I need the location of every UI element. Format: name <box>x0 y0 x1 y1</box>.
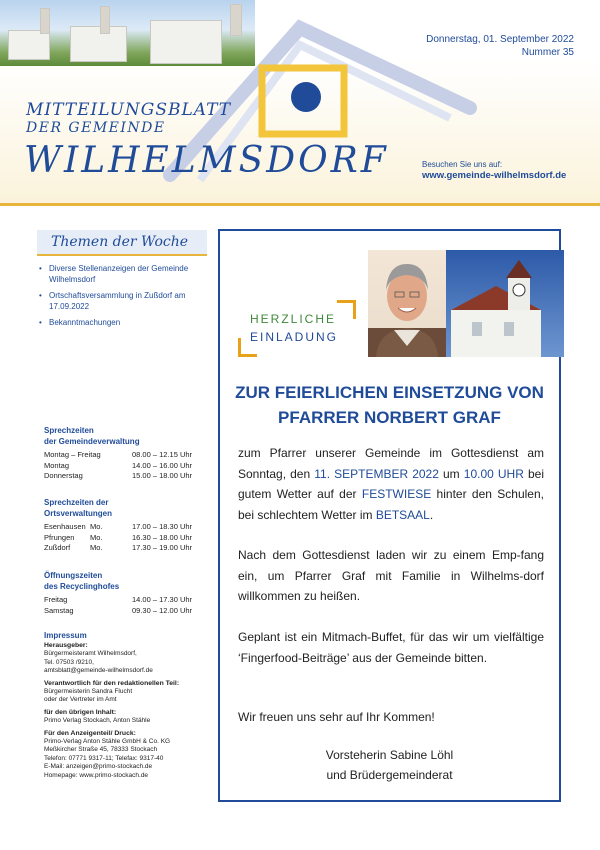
impressum-block: Herausgeber: Bürgermeisteramt Wilhelmsdorf, Tel. 07503 /9210, amtsblatt@gemeinde-wilhelmsdorf.de <box>44 642 153 675</box>
masthead-line1: MITTEILUNGSBLATT <box>26 100 232 120</box>
einladung-line2: EINLADUNG <box>250 330 339 344</box>
visit-label: Besuchen Sie uns auf: <box>422 160 503 169</box>
einladung-badge <box>238 298 358 358</box>
section-heading: Ortsverwaltungen <box>44 509 113 518</box>
article-paragraph-2: Nach dem Gottesdienst laden wir zu einem Emp-fang ein, um Pfarrer Graf mit Familie in Wilhelms-dorf willkommen zu heißen. <box>238 548 544 603</box>
hours-row: Pfrungen Mo. 16.30 – 18.00 Uhr <box>44 532 193 542</box>
issue-number: Nummer 35 <box>521 47 574 58</box>
church-photo <box>446 250 564 357</box>
hours-row: Donnerstag 15.00 – 18.00 Uhr <box>44 471 193 480</box>
masthead-title: WILHELMSDORF <box>24 140 389 181</box>
sprechzeiten-verwaltung <box>44 425 214 482</box>
themen-box <box>37 230 207 335</box>
impressum-block: für den übrigen Inhalt: Primo Verlag Stockach, Anton Stähle <box>44 708 151 725</box>
article-paragraph-4: Wir freuen uns sehr auf Ihr Kommen! <box>238 710 435 724</box>
themen-item: • Diverse Stellenanzeigen der Gemeinde Wilhelmsdorf <box>37 264 207 285</box>
pastor-portrait <box>368 250 446 357</box>
hours-row: Freitag 14.00 – 17.30 Uhr <box>44 595 193 604</box>
website-link[interactable]: www.gemeinde-wilhelmsdorf.de <box>422 170 567 181</box>
einladung-line1: HERZLICHE <box>250 312 337 326</box>
hours-row: Esenhausen Mo. 17.00 – 18.30 Uhr <box>44 522 193 531</box>
hours-row: Montag – Freitag 08.00 – 12.15 Uhr <box>44 450 193 459</box>
themen-title: Themen der Woche <box>37 230 207 256</box>
sprechzeiten-ortsverwaltungen <box>44 497 214 554</box>
section-heading: Sprechzeiten <box>44 426 94 435</box>
masthead-line2: DER GEMEINDE <box>26 120 166 136</box>
impressum-block: Für den Anzeigenteil/ Druck: Primo-Verlag Anton Stähle GmbH & Co. KG Meßkircher Straße 45, 78333 Stockach Telefon: 07771 9317-11; Telefax: 9317-40 E-Mail: anzeigen@primo-stockach.de Homepage: www.primo-stockach.de <box>44 729 171 779</box>
article-headline: ZUR FEIERLICHEN EINSETZUNG VON PFARRER NORBERT GRAF <box>235 383 544 427</box>
signature: Vorsteherin Sabine Löhl und Brüdergemeinderat <box>325 748 454 782</box>
hours-row: Samstag 09.30 – 12.00 Uhr <box>44 605 193 615</box>
header-divider <box>0 203 600 206</box>
section-heading: Öffnungszeiten <box>44 571 103 580</box>
issue-info <box>426 33 574 59</box>
themen-item: • Bekanntmachungen <box>37 318 207 329</box>
article-paragraph-1: zum Pfarrer unserer Gemeinde im Gottesdienst am Sonntag, den 11. SEPTEMBER 2022 um 10.00 UHR bei gutem Wetter auf der FESTWIESE hinter den Schulen, bei schlechtem Wetter im BETSAAL. <box>238 446 544 522</box>
section-heading: der Gemeindeverwaltung <box>44 437 140 446</box>
themen-list <box>37 264 207 329</box>
hours-row: Zußdorf Mo. 17.30 – 19.00 Uhr <box>44 543 193 552</box>
article-paragraph-3: Geplant ist ein Mitmach-Buffet, für das wir um vielfältige ‘Fingerfood-Beiträge’ aus der Gemeinde bitten. <box>238 630 544 665</box>
themen-item: • Ortschaftsversammlung in Zußdorf am 17.09.2022 <box>37 291 207 312</box>
recyclinghof-hours <box>44 570 214 616</box>
corner-bracket <box>337 300 356 319</box>
masthead <box>0 0 600 205</box>
issue-date: Donnerstag, 01. September 2022 <box>426 34 574 45</box>
section-heading: Sprechzeiten der <box>44 498 109 507</box>
section-heading: des Recyclinghofes <box>44 582 120 591</box>
impressum <box>44 630 214 780</box>
hours-row: Montag 14.00 – 16.00 Uhr <box>44 460 193 470</box>
impressum-block: Verantwortlich für den redaktionellen Teil: Bürgermeisterin Sandra Flucht oder der Vertreter im Amt <box>44 679 180 704</box>
impressum-title: Impressum <box>44 631 87 640</box>
